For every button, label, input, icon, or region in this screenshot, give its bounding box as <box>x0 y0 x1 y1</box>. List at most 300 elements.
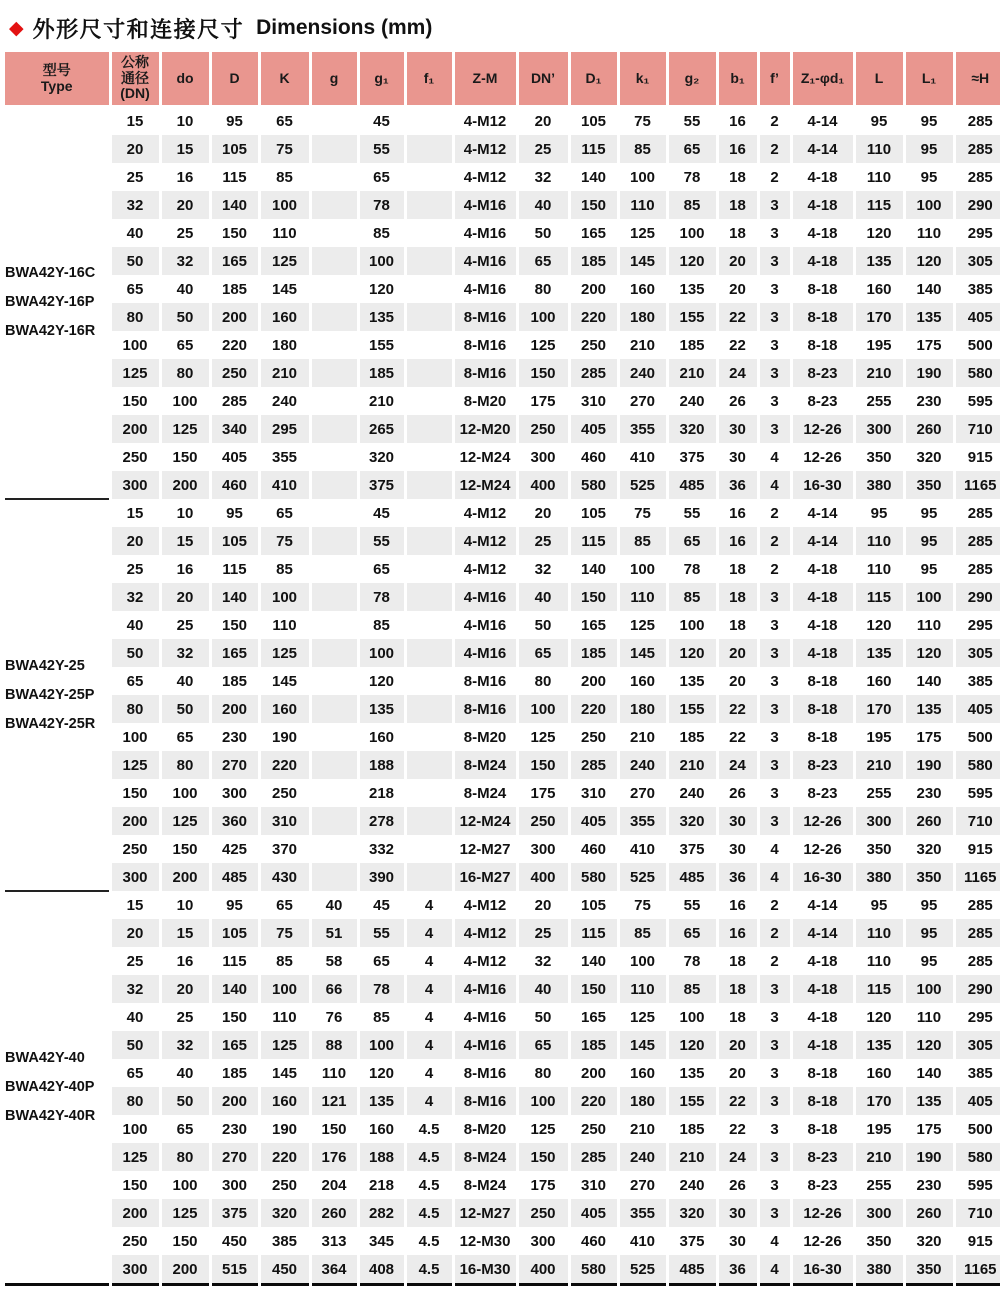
data-cell: 85 <box>667 583 717 611</box>
data-cell: 125 <box>259 639 310 667</box>
data-cell: 385 <box>259 1227 310 1255</box>
data-cell: 4.5 <box>405 1199 453 1227</box>
data-cell: 120 <box>358 667 405 695</box>
table-row <box>5 191 1000 219</box>
data-cell: 18 <box>717 611 758 639</box>
header-cell-type <box>5 52 110 106</box>
data-cell: 30 <box>717 807 758 835</box>
data-cell: 460 <box>569 835 618 863</box>
data-cell: 4-M16 <box>453 1003 517 1031</box>
header-cell-g2 <box>667 52 717 106</box>
data-cell: 204 <box>310 1171 358 1199</box>
data-cell: 405 <box>954 303 1000 331</box>
header-label: K <box>279 69 290 86</box>
table-row <box>5 106 1000 135</box>
data-cell <box>310 247 358 275</box>
data-cell: 150 <box>569 583 618 611</box>
data-cell: 100 <box>160 387 210 415</box>
table-row <box>5 331 1000 359</box>
data-cell: 175 <box>517 1171 569 1199</box>
data-cell: 150 <box>210 1003 259 1031</box>
data-cell: 25 <box>110 555 160 583</box>
data-cell: 190 <box>904 1143 954 1171</box>
data-cell: 580 <box>954 359 1000 387</box>
data-cell: 115 <box>854 583 904 611</box>
data-cell <box>310 611 358 639</box>
data-cell: 4-14 <box>791 106 854 135</box>
data-cell: 355 <box>618 807 667 835</box>
data-cell: 4-M12 <box>453 527 517 555</box>
data-cell <box>405 555 453 583</box>
data-cell: 110 <box>904 219 954 247</box>
data-cell <box>310 751 358 779</box>
data-cell: 55 <box>358 919 405 947</box>
data-cell: 200 <box>110 807 160 835</box>
data-cell: 105 <box>569 106 618 135</box>
data-cell: 125 <box>259 247 310 275</box>
data-cell: 80 <box>517 1059 569 1087</box>
data-cell <box>405 331 453 359</box>
data-cell: 32 <box>160 1031 210 1059</box>
data-cell: 350 <box>904 863 954 891</box>
data-cell: 120 <box>667 1031 717 1059</box>
data-cell: 110 <box>259 611 310 639</box>
data-cell <box>405 779 453 807</box>
data-cell <box>310 443 358 471</box>
data-cell: 390 <box>358 863 405 891</box>
data-cell: 75 <box>618 106 667 135</box>
data-cell: 135 <box>667 275 717 303</box>
data-cell: 32 <box>160 247 210 275</box>
data-cell: 200 <box>569 275 618 303</box>
data-cell: 300 <box>854 415 904 443</box>
table-row <box>5 219 1000 247</box>
data-cell: 250 <box>569 331 618 359</box>
data-cell: 100 <box>110 1115 160 1143</box>
data-cell: 282 <box>358 1199 405 1227</box>
data-cell: 300 <box>210 1171 259 1199</box>
data-cell: 285 <box>569 359 618 387</box>
data-cell <box>310 303 358 331</box>
data-cell: 110 <box>854 527 904 555</box>
data-cell: 175 <box>904 723 954 751</box>
data-cell: 285 <box>954 106 1000 135</box>
data-cell: 500 <box>954 1115 1000 1143</box>
data-cell: 4-M16 <box>453 639 517 667</box>
data-cell: 230 <box>210 1115 259 1143</box>
data-cell: 2 <box>758 527 791 555</box>
data-cell: 80 <box>517 275 569 303</box>
data-cell: 45 <box>358 891 405 919</box>
data-cell: 3 <box>758 1115 791 1143</box>
data-cell: 400 <box>517 1255 569 1285</box>
data-cell: 425 <box>210 835 259 863</box>
data-cell: 255 <box>854 779 904 807</box>
data-cell: 375 <box>667 443 717 471</box>
data-cell: 220 <box>210 331 259 359</box>
data-cell: 100 <box>618 947 667 975</box>
table-body <box>5 106 1000 1285</box>
data-cell: 4-14 <box>791 919 854 947</box>
data-cell: 25 <box>517 135 569 163</box>
table-row <box>5 135 1000 163</box>
data-cell: 176 <box>310 1143 358 1171</box>
data-cell: 4-M16 <box>453 191 517 219</box>
data-cell <box>310 835 358 863</box>
data-cell: 150 <box>569 191 618 219</box>
data-cell: 375 <box>667 1227 717 1255</box>
data-cell: 200 <box>210 695 259 723</box>
data-cell: 385 <box>954 1059 1000 1087</box>
data-cell: 165 <box>210 247 259 275</box>
data-cell: 160 <box>358 1115 405 1143</box>
data-cell: 12-26 <box>791 1199 854 1227</box>
data-cell: 310 <box>569 779 618 807</box>
table-row <box>5 303 1000 331</box>
data-cell: 4-M12 <box>453 919 517 947</box>
data-cell: 250 <box>517 1199 569 1227</box>
data-cell: 15 <box>160 135 210 163</box>
data-cell: 110 <box>618 975 667 1003</box>
data-cell: 85 <box>358 1003 405 1031</box>
data-cell: 290 <box>954 191 1000 219</box>
data-cell: 80 <box>160 1143 210 1171</box>
data-cell: 410 <box>618 443 667 471</box>
data-cell: 350 <box>904 471 954 499</box>
data-cell: 12-M30 <box>453 1227 517 1255</box>
data-cell: 3 <box>758 1171 791 1199</box>
data-cell: 185 <box>569 1031 618 1059</box>
data-cell: 140 <box>904 1059 954 1087</box>
data-cell: 310 <box>569 387 618 415</box>
data-cell: 18 <box>717 975 758 1003</box>
data-cell: 120 <box>667 247 717 275</box>
data-cell: 36 <box>717 1255 758 1285</box>
section-title-zh: 外形尺寸和连接尺寸 <box>32 16 245 42</box>
data-cell: 22 <box>717 331 758 359</box>
data-cell: 4 <box>405 1003 453 1031</box>
type-label: BWA42Y-16C <box>5 265 96 281</box>
data-cell: 4-M16 <box>453 1031 517 1059</box>
header-cell-dn <box>110 52 160 106</box>
data-cell: 350 <box>854 443 904 471</box>
data-cell: 135 <box>904 303 954 331</box>
data-cell: 66 <box>310 975 358 1003</box>
data-cell: 500 <box>954 723 1000 751</box>
table-row <box>5 275 1000 303</box>
data-cell <box>310 527 358 555</box>
data-cell: 195 <box>854 331 904 359</box>
header-label: L <box>874 69 884 86</box>
header-label: Type <box>40 77 73 94</box>
table-row <box>5 863 1000 891</box>
data-cell: 140 <box>210 583 259 611</box>
data-cell: 210 <box>667 1143 717 1171</box>
data-cell: 2 <box>758 947 791 975</box>
data-cell: 40 <box>517 583 569 611</box>
table-row <box>5 1115 1000 1143</box>
data-cell: 300 <box>210 779 259 807</box>
data-cell: 95 <box>904 919 954 947</box>
data-cell: 595 <box>954 387 1000 415</box>
data-cell: 150 <box>517 359 569 387</box>
data-cell: 140 <box>904 667 954 695</box>
data-cell: 4-M12 <box>453 499 517 527</box>
data-cell: 285 <box>954 163 1000 191</box>
data-cell: 40 <box>517 191 569 219</box>
data-cell: 290 <box>954 583 1000 611</box>
data-cell: 10 <box>160 499 210 527</box>
data-cell: 4 <box>758 1255 791 1285</box>
data-cell <box>405 863 453 891</box>
table-row <box>5 751 1000 779</box>
data-cell: 32 <box>517 163 569 191</box>
data-cell: 270 <box>210 751 259 779</box>
data-cell: 8-23 <box>791 1143 854 1171</box>
data-cell: 8-M16 <box>453 331 517 359</box>
data-cell: 120 <box>667 639 717 667</box>
data-cell: 22 <box>717 695 758 723</box>
header-label: g₁ <box>374 69 389 86</box>
data-cell: 3 <box>758 1199 791 1227</box>
data-cell: 55 <box>358 527 405 555</box>
header-label: g₂ <box>684 69 700 86</box>
data-cell: 18 <box>717 219 758 247</box>
data-cell: 270 <box>618 779 667 807</box>
data-cell: 110 <box>618 191 667 219</box>
data-cell: 78 <box>358 191 405 219</box>
data-cell: 75 <box>618 891 667 919</box>
data-cell: 3 <box>758 975 791 1003</box>
data-cell: 170 <box>854 695 904 723</box>
data-cell: 125 <box>618 1003 667 1031</box>
data-cell: 110 <box>854 135 904 163</box>
data-cell <box>310 667 358 695</box>
data-cell: 26 <box>717 387 758 415</box>
data-cell: 85 <box>358 219 405 247</box>
data-cell: 115 <box>569 919 618 947</box>
data-cell <box>310 499 358 527</box>
data-cell: 175 <box>517 779 569 807</box>
data-cell: 50 <box>160 695 210 723</box>
header-cell-d <box>210 52 259 106</box>
data-cell: 95 <box>210 106 259 135</box>
data-cell: 150 <box>160 835 210 863</box>
data-cell: 310 <box>259 807 310 835</box>
data-cell: 250 <box>517 807 569 835</box>
data-cell <box>310 807 358 835</box>
data-cell <box>405 359 453 387</box>
data-cell: 20 <box>160 191 210 219</box>
data-cell: 170 <box>854 1087 904 1115</box>
data-cell: 12-M24 <box>453 807 517 835</box>
data-cell: 485 <box>667 863 717 891</box>
data-cell: 355 <box>259 443 310 471</box>
data-cell: 8-23 <box>791 387 854 415</box>
data-cell: 125 <box>160 415 210 443</box>
data-cell: 1165 <box>954 471 1000 499</box>
data-cell: 8-23 <box>791 359 854 387</box>
data-cell: 200 <box>569 667 618 695</box>
data-cell: 175 <box>904 331 954 359</box>
data-cell: 160 <box>618 667 667 695</box>
table-row <box>5 835 1000 863</box>
data-cell: 16 <box>160 555 210 583</box>
data-cell: 200 <box>110 1199 160 1227</box>
data-cell: 45 <box>358 106 405 135</box>
data-cell: 305 <box>954 1031 1000 1059</box>
header-cell-g1 <box>358 52 405 106</box>
table-row <box>5 639 1000 667</box>
data-cell: 16 <box>160 163 210 191</box>
header-cell-b1 <box>717 52 758 106</box>
data-cell: 3 <box>758 667 791 695</box>
data-cell: 165 <box>569 1003 618 1031</box>
data-cell: 8-M16 <box>453 1059 517 1087</box>
data-cell: 125 <box>160 807 210 835</box>
data-cell: 15 <box>110 106 160 135</box>
data-cell: 2 <box>758 163 791 191</box>
data-cell: 320 <box>904 1227 954 1255</box>
data-cell: 400 <box>517 471 569 499</box>
data-cell: 16-M30 <box>453 1255 517 1285</box>
data-cell: 16 <box>717 106 758 135</box>
data-cell: 18 <box>717 947 758 975</box>
data-cell: 40 <box>160 275 210 303</box>
data-cell <box>405 106 453 135</box>
data-cell: 278 <box>358 807 405 835</box>
data-cell: 4-M12 <box>453 135 517 163</box>
data-cell: 155 <box>667 1087 717 1115</box>
data-cell: 4 <box>405 947 453 975</box>
table-row <box>5 247 1000 275</box>
data-cell <box>310 695 358 723</box>
table-row <box>5 723 1000 751</box>
data-cell: 4-18 <box>791 163 854 191</box>
data-cell: 200 <box>210 1087 259 1115</box>
data-cell: 16 <box>717 891 758 919</box>
data-cell: 3 <box>758 247 791 275</box>
data-cell: 25 <box>110 947 160 975</box>
data-cell: 370 <box>259 835 310 863</box>
data-cell: 3 <box>758 1059 791 1087</box>
data-cell: 20 <box>517 891 569 919</box>
data-cell: 250 <box>259 779 310 807</box>
data-cell: 3 <box>758 1087 791 1115</box>
table-row <box>5 947 1000 975</box>
data-cell: 408 <box>358 1255 405 1285</box>
data-cell: 20 <box>110 135 160 163</box>
data-cell: 95 <box>904 163 954 191</box>
data-cell: 515 <box>210 1255 259 1285</box>
data-cell: 8-M16 <box>453 1087 517 1115</box>
data-cell: 580 <box>569 471 618 499</box>
data-cell <box>405 443 453 471</box>
data-cell: 285 <box>954 919 1000 947</box>
data-cell: 12-26 <box>791 415 854 443</box>
data-cell: 180 <box>618 303 667 331</box>
data-cell: 250 <box>259 1171 310 1199</box>
data-cell: 375 <box>667 835 717 863</box>
data-cell: 88 <box>310 1031 358 1059</box>
data-cell: 4.5 <box>405 1255 453 1285</box>
data-cell: 190 <box>904 751 954 779</box>
data-cell: 20 <box>517 499 569 527</box>
data-cell: 250 <box>517 415 569 443</box>
data-cell <box>405 835 453 863</box>
table-row <box>5 779 1000 807</box>
data-cell: 8-M24 <box>453 751 517 779</box>
data-cell: 120 <box>854 1003 904 1031</box>
header-label: b₁ <box>730 69 745 86</box>
data-cell <box>405 583 453 611</box>
data-cell: 295 <box>954 1003 1000 1031</box>
data-cell: 3 <box>758 275 791 303</box>
data-cell: 20 <box>717 1059 758 1087</box>
data-cell: 4 <box>758 835 791 863</box>
data-cell: 200 <box>110 415 160 443</box>
header-cell-l1 <box>904 52 954 106</box>
data-cell: 270 <box>210 1143 259 1171</box>
data-cell: 135 <box>358 1087 405 1115</box>
data-cell: 525 <box>618 1255 667 1285</box>
data-cell: 4-18 <box>791 219 854 247</box>
data-cell: 240 <box>618 751 667 779</box>
data-cell: 2 <box>758 919 791 947</box>
data-cell: 220 <box>259 751 310 779</box>
data-cell: 32 <box>110 975 160 1003</box>
data-cell: 385 <box>954 275 1000 303</box>
data-cell <box>405 247 453 275</box>
data-cell: 135 <box>854 1031 904 1059</box>
data-cell <box>310 106 358 135</box>
data-cell: 125 <box>517 331 569 359</box>
data-cell: 12-M20 <box>453 415 517 443</box>
data-cell: 22 <box>717 303 758 331</box>
data-cell: 40 <box>160 1059 210 1087</box>
data-cell: 210 <box>259 359 310 387</box>
data-cell: 4 <box>758 863 791 891</box>
data-cell: 218 <box>358 779 405 807</box>
type-cell-group-3 <box>5 891 110 1285</box>
data-cell: 145 <box>618 1031 667 1059</box>
data-cell: 405 <box>954 1087 1000 1115</box>
data-cell: 4-18 <box>791 975 854 1003</box>
data-cell: 100 <box>259 191 310 219</box>
data-cell: 140 <box>569 163 618 191</box>
data-cell: 65 <box>517 639 569 667</box>
data-cell: 50 <box>160 303 210 331</box>
data-cell: 4-M12 <box>453 163 517 191</box>
data-cell: 150 <box>160 1227 210 1255</box>
data-cell: 125 <box>517 1115 569 1143</box>
header-label: 通径 <box>121 69 149 86</box>
data-cell: 65 <box>259 891 310 919</box>
data-cell <box>405 163 453 191</box>
data-cell: 65 <box>667 527 717 555</box>
data-cell: 355 <box>618 415 667 443</box>
data-cell: 313 <box>310 1227 358 1255</box>
data-cell: 525 <box>618 471 667 499</box>
data-cell: 4-18 <box>791 583 854 611</box>
data-cell: 3 <box>758 331 791 359</box>
type-label: BWA42Y-25P <box>5 686 95 703</box>
data-cell: 500 <box>954 331 1000 359</box>
data-cell: 4-14 <box>791 527 854 555</box>
data-cell: 32 <box>160 639 210 667</box>
data-cell <box>310 135 358 163</box>
data-cell: 188 <box>358 751 405 779</box>
